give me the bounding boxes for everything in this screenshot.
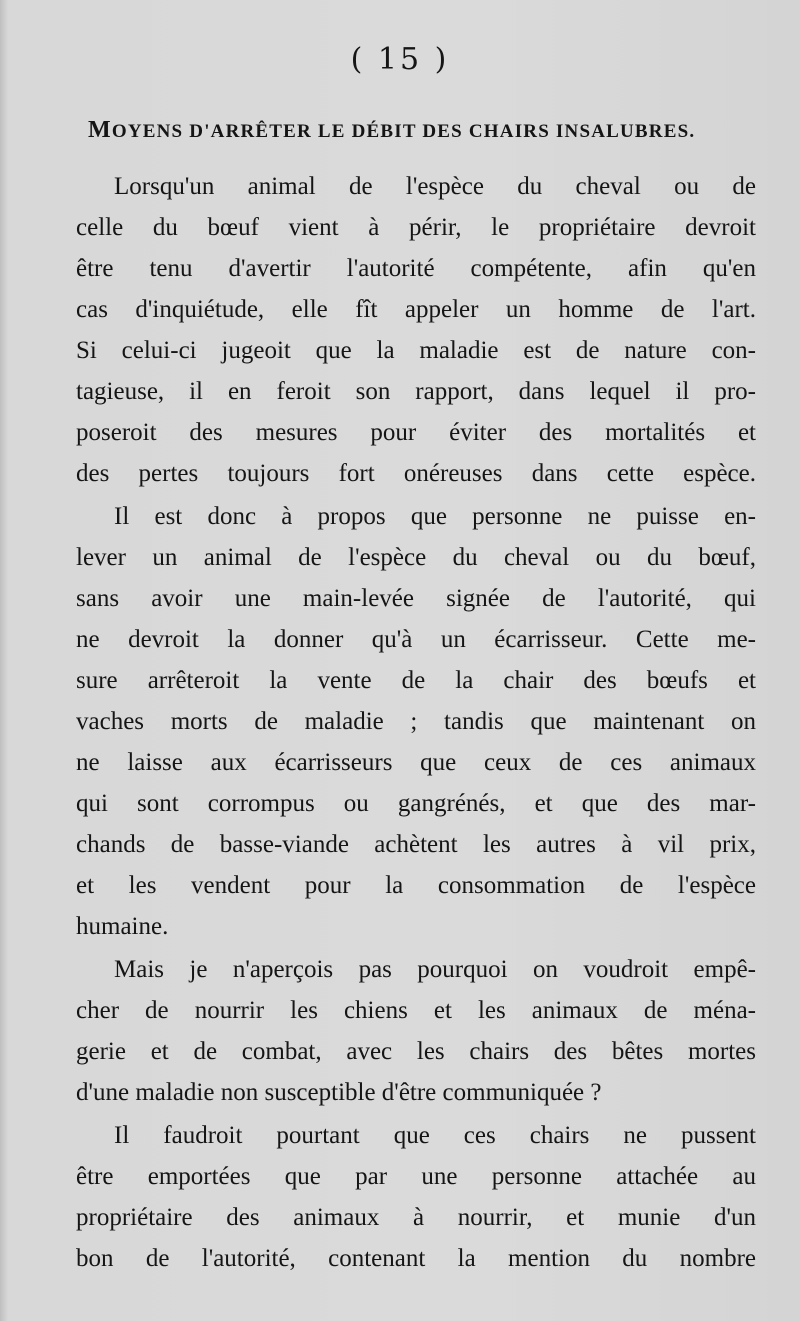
- paragraph: [76, 496, 756, 947]
- text-line: Lorsqu'un animal de l'espèce du cheval ou de: [114, 173, 756, 200]
- text-line: d'une maladie non susceptible d'être communiquée ?: [76, 1079, 602, 1106]
- text-line: cas d'inquiétude, elle fît appeler un homme de l'art.: [76, 296, 756, 323]
- paragraph: [76, 166, 756, 494]
- heading-text: OYENS D'ARRÊTER LE DÉBIT DES CHAIRS INSALUBRES.: [111, 121, 696, 142]
- text-line: Si celui-ci jugeoit que la maladie est de nature con-: [76, 337, 756, 364]
- text-line: sans avoir une main-levée signée de l'autorité, qui: [76, 585, 756, 612]
- text-line: humaine.: [76, 913, 169, 940]
- text-line: être tenu d'avertir l'autorité compétente, afin qu'en: [76, 255, 756, 282]
- text-line: chands de basse-viande achètent les autres à vil prix,: [76, 831, 756, 858]
- text-line: sure arrêteroit la vente de la chair des bœufs et: [76, 667, 756, 694]
- text-line: ne devroit la donner qu'à un écarrisseur. Cette me-: [76, 626, 756, 653]
- text-line: Il est donc à propos que personne ne puisse en-: [114, 503, 756, 530]
- text-line: qui sont corrompus ou gangrénés, et que des mar-: [76, 790, 756, 817]
- text-line: celle du bœuf vient à périr, le propriétaire devroit: [76, 214, 756, 241]
- text-line: des pertes toujours fort onéreuses dans cette espèce.: [76, 460, 756, 487]
- text-line: ne laisse aux écarrisseurs que ceux de ces animaux: [76, 749, 756, 776]
- text-line: poseroit des mesures pour éviter des mortalités et: [76, 419, 756, 446]
- paragraph: [76, 949, 756, 1113]
- text-line: cher de nourrir les chiens et les animaux de ména-: [76, 997, 756, 1024]
- text-line: lever un animal de l'espèce du cheval ou du bœuf,: [76, 544, 756, 571]
- text-line: propriétaire des animaux à nourrir, et munie d'un: [76, 1204, 756, 1231]
- section-heading: [88, 117, 758, 144]
- text-line: et les vendent pour la consommation de l'espèce: [76, 872, 756, 899]
- text-line: bon de l'autorité, contenant la mention du nombre: [76, 1245, 756, 1272]
- text-line: Mais je n'aperçois pas pourquoi on voudroit empê-: [114, 956, 756, 983]
- page-number: ( 15 ): [350, 42, 450, 77]
- text-line: être emportées que par une personne attachée au: [76, 1163, 756, 1190]
- heading-initial: M: [88, 117, 112, 143]
- body-text: [76, 166, 756, 1279]
- text-line: Il faudroit pourtant que ces chairs ne pussent: [114, 1122, 756, 1149]
- paragraph: [76, 1115, 756, 1279]
- text-line: tagieuse, il en feroit son rapport, dans lequel il pro-: [76, 378, 756, 405]
- text-line: gerie et de combat, avec les chairs des bêtes mortes: [76, 1038, 756, 1065]
- text-line: vaches morts de maladie ; tandis que maintenant on: [76, 708, 756, 735]
